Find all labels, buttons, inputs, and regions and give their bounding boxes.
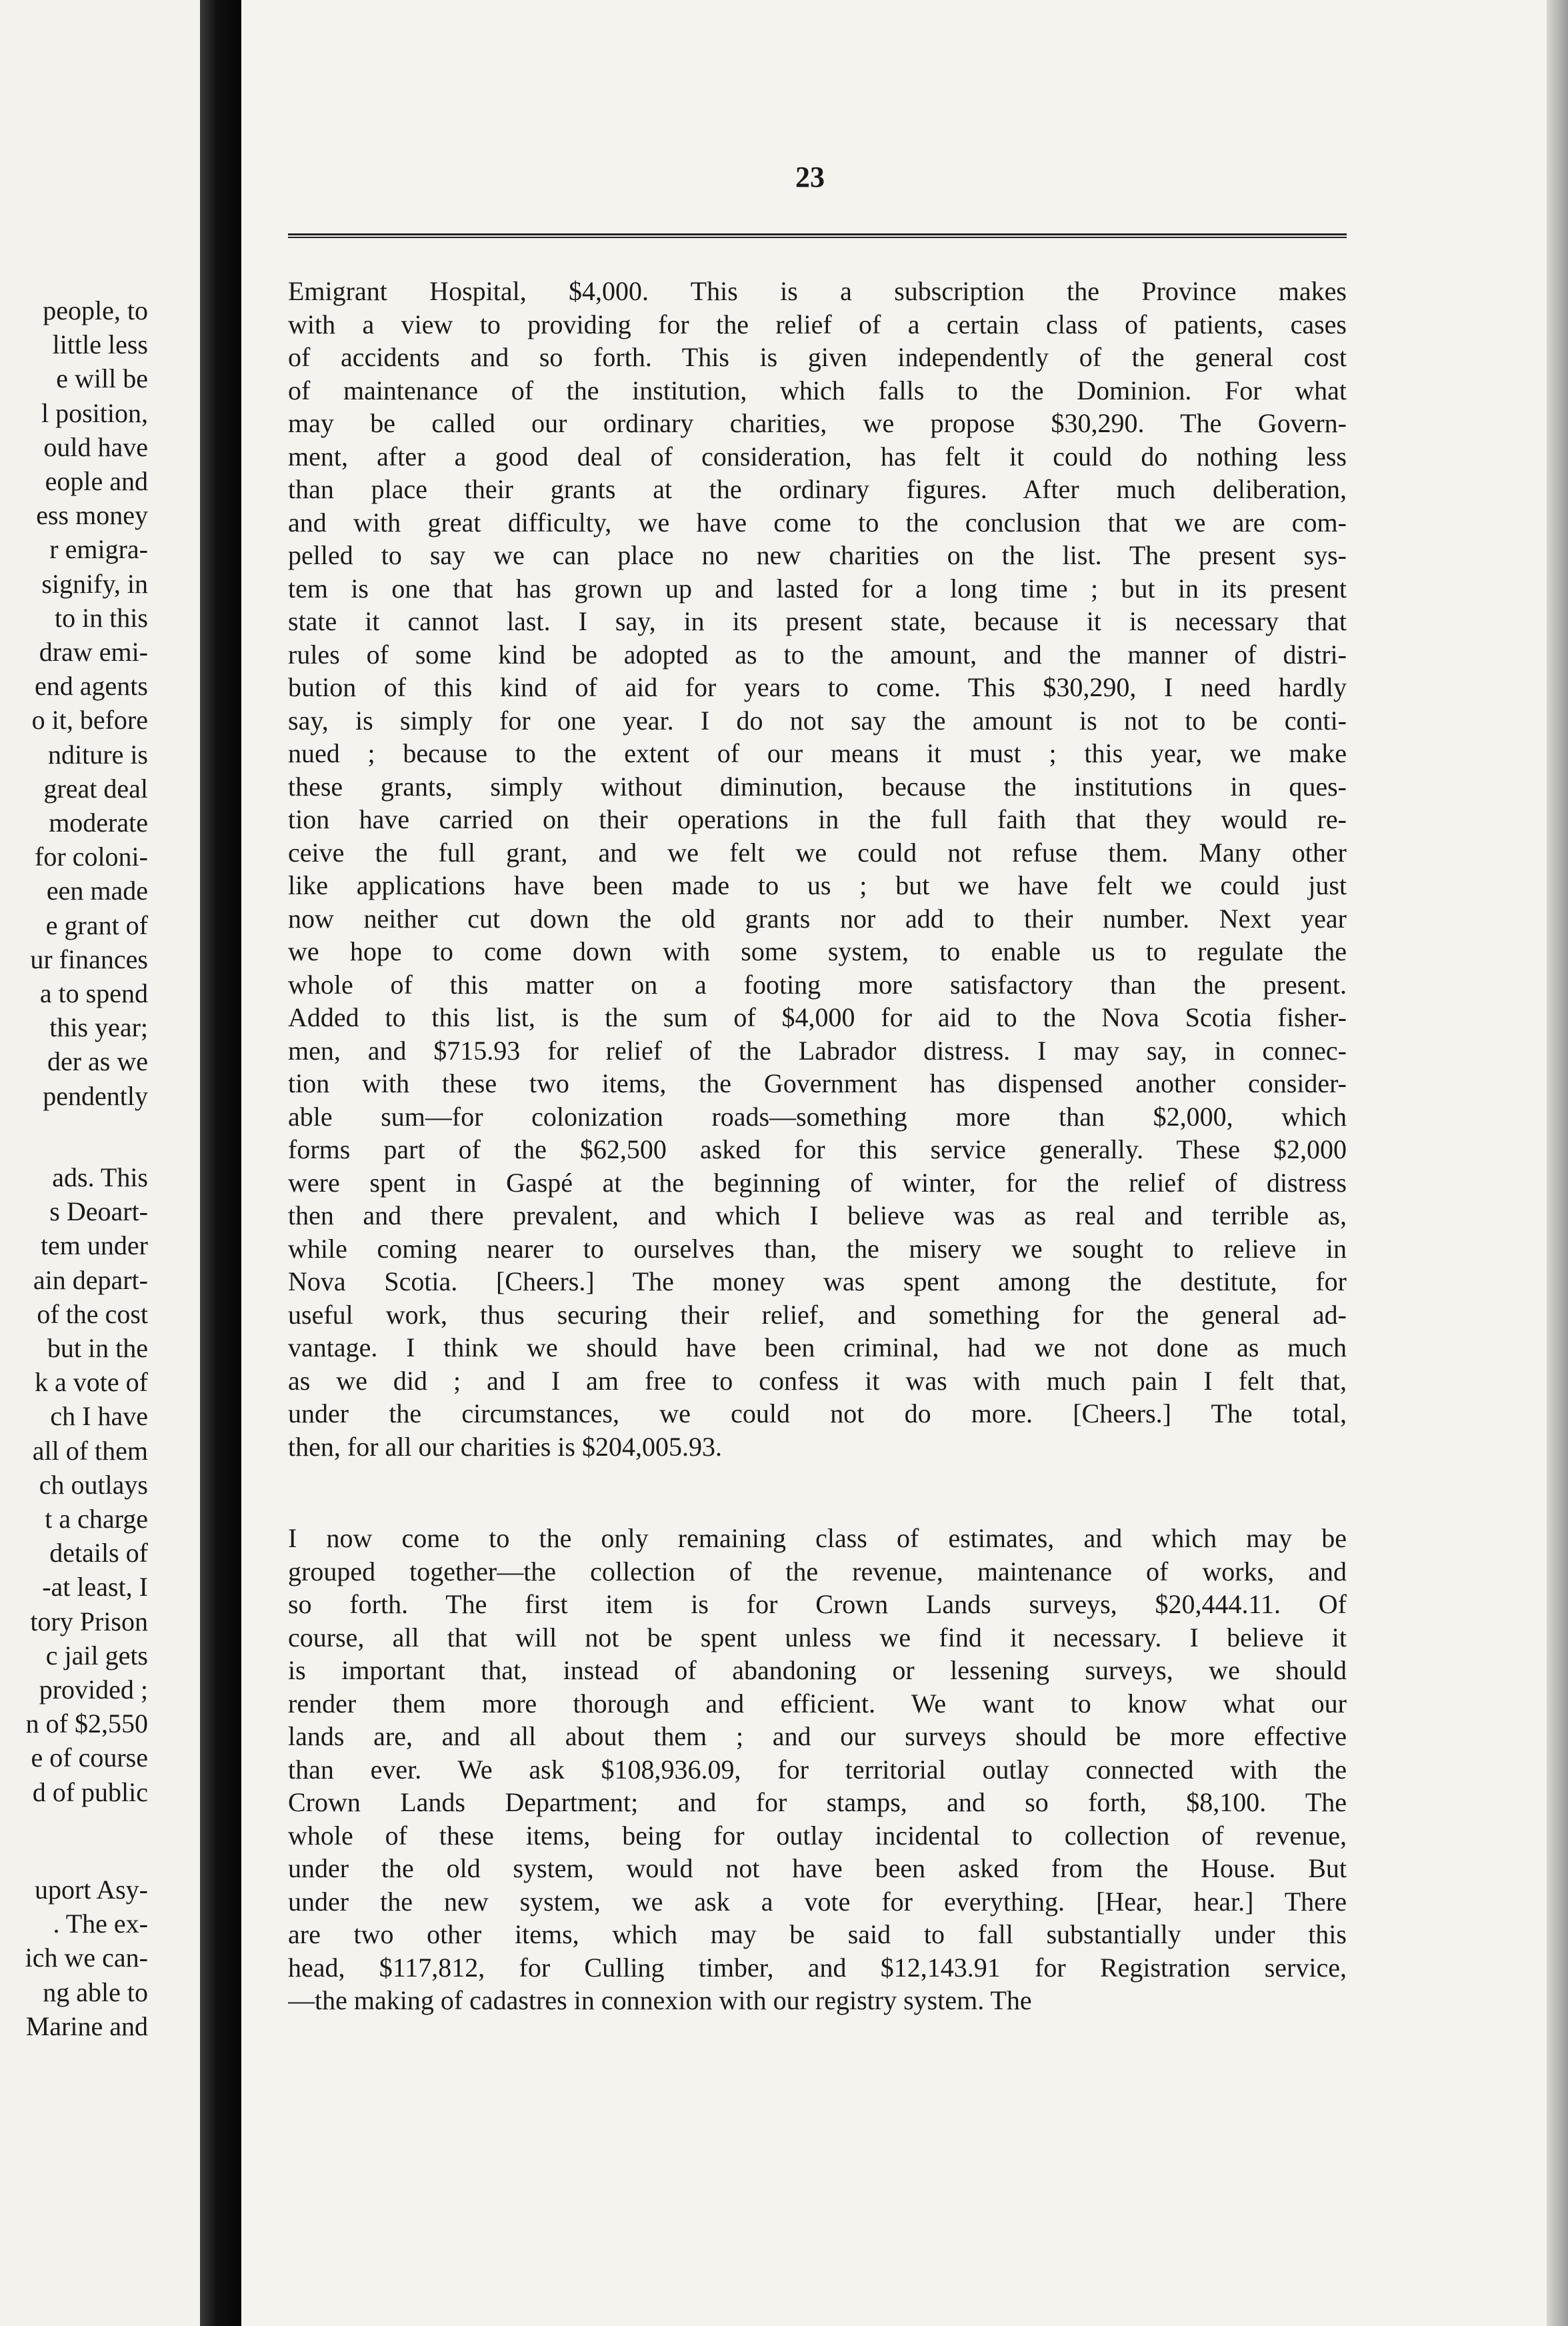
facing-page-line: signify, in	[41, 568, 148, 599]
text-line: tem is one that has grown up and lasted for a long time ; but in its present	[288, 573, 1347, 604]
facing-page-line: ain depart-	[33, 1264, 148, 1295]
text-line: with a view to providing for the relief of a certain class of patients, cases	[288, 309, 1347, 339]
text-line: tion have carried on their operations in the full faith that they would re-	[288, 804, 1347, 834]
text-line: course, all that will not be spent unless we find it necessary. I believe it	[288, 1622, 1347, 1652]
text-line: than ever. We ask $108,936.09, for territorial outlay connected with the	[288, 1754, 1347, 1785]
text-line: is important that, instead of abandoning or lessening surveys, we should	[288, 1655, 1347, 1685]
facing-page-line: nditure is	[48, 739, 148, 770]
text-line: lands are, and all about them ; and our surveys should be more effective	[288, 1721, 1347, 1751]
facing-page-line: a to spend	[39, 978, 148, 1009]
text-line: say, is simply for one year. I do not say the amount is not to be conti-	[288, 705, 1347, 736]
facing-page-line: tem under	[40, 1230, 148, 1261]
text-line: Nova Scotia. [Cheers.] The money was spent among the destitute, for	[288, 1266, 1347, 1296]
facing-page-line: ess money	[36, 500, 148, 531]
page-edge	[1547, 0, 1568, 2326]
text-line: are two other items, which may be said to fall substantially under this	[288, 1919, 1347, 1949]
text-line: rules of some kind be adopted as to the amount, and the manner of distri-	[288, 639, 1347, 670]
text-line: whole of this matter on a footing more satisfactory than the present.	[288, 969, 1347, 1000]
facing-page-text-block-2	[0, 1160, 148, 1809]
text-line: of accidents and so forth. This is given independently of the general cost	[288, 342, 1347, 372]
text-line: useful work, thus securing their relief, and something for the general ad-	[288, 1299, 1347, 1330]
facing-page-line: ch I have	[50, 1401, 148, 1432]
facing-page-line: o it, before	[31, 705, 148, 736]
book-gutter	[200, 0, 241, 2326]
facing-page-line: to in this	[54, 602, 148, 633]
facing-page-line: ng able to	[43, 1977, 148, 2007]
text-line: under the circumstances, we could not do more. [Cheers.] The total,	[288, 1398, 1347, 1428]
facing-page-fragment	[0, 0, 200, 2326]
text-line: Added to this list, is the sum of $4,000 for aid to the Nova Scotia fisher-	[288, 1002, 1347, 1032]
facing-page-line: little less	[52, 329, 148, 360]
facing-page-line: ads. This	[52, 1162, 148, 1192]
text-line: than place their grants at the ordinary figures. After much deliberation,	[288, 474, 1347, 504]
facing-page-line: ould have	[43, 431, 148, 462]
header-rule	[288, 233, 1347, 238]
text-line: whole of these items, being for outlay incidental to collection of revenue,	[288, 1820, 1347, 1851]
facing-page-line: great deal	[43, 773, 148, 804]
facing-page-line: draw emi-	[39, 637, 148, 668]
text-line: ceive the full grant, and we felt we could not refuse them. Many other	[288, 837, 1347, 868]
text-line: Emigrant Hospital, $4,000. This is a subscription the Province makes	[288, 276, 1347, 306]
facing-page-line: -at least, I	[42, 1572, 148, 1602]
text-line: tion with these two items, the Government has dispensed another consider-	[288, 1068, 1347, 1098]
text-line: as we did ; and I am free to confess it was with much pain I felt that,	[288, 1365, 1347, 1396]
text-line: vantage. I think we should have been criminal, had we not done as much	[288, 1332, 1347, 1362]
facing-page-line: pendently	[43, 1080, 148, 1111]
text-line: and with great difficulty, we have come to the conclusion that we are com-	[288, 507, 1347, 537]
text-line: —the making of cadastres in connexion with our registry system. The	[288, 1985, 1032, 2015]
text-line: may be called our ordinary charities, we propose $30,290. The Govern-	[288, 408, 1347, 438]
text-line: then and there prevalent, and which I believe was as real and terrible as,	[288, 1200, 1347, 1230]
facing-page-line: for coloni-	[35, 842, 148, 872]
facing-page-line: tory Prison	[30, 1606, 148, 1636]
facing-page-line: this year;	[49, 1012, 148, 1043]
facing-page-line: uport Asy-	[35, 1875, 148, 1905]
facing-page-line: Marine and	[25, 2011, 148, 2041]
facing-page-line: d of public	[32, 1777, 148, 1807]
facing-page-line: r emigra-	[49, 534, 148, 565]
facing-page-line: end agents	[35, 671, 148, 702]
text-line: while coming nearer to ourselves than, the misery we sought to relieve in	[288, 1233, 1347, 1264]
facing-page-line: een made	[46, 876, 148, 906]
text-line: bution of this kind of aid for years to come. This $30,290, I need hardly	[288, 672, 1347, 702]
facing-page-line: e grant of	[45, 910, 148, 940]
text-line: pelled to say we can place no new charities on the list. The present sys-	[288, 540, 1347, 570]
facing-page-line: l position,	[41, 397, 148, 428]
text-line: state it cannot last. I say, in its present state, because it is necessary that	[288, 606, 1347, 636]
facing-page-text-block-3	[0, 1873, 148, 2043]
facing-page-line: all of them	[32, 1435, 148, 1466]
facing-page-line: e will be	[56, 363, 148, 394]
facing-page-line: . The ex-	[53, 1909, 148, 1939]
text-line: we hope to come down with some system, to enable us to regulate the	[288, 936, 1347, 966]
text-line: render them more thorough and efficient. We want to know what our	[288, 1688, 1347, 1718]
facing-page-line: der as we	[47, 1046, 148, 1077]
text-line: men, and $715.93 for relief of the Labrador distress. I may say, in connec-	[288, 1035, 1347, 1066]
text-line: head, $117,812, for Culling timber, and $12,143.91 for Registration service,	[288, 1952, 1347, 1983]
text-line: were spent in Gaspé at the beginning of winter, for the relief of distress	[288, 1167, 1347, 1198]
facing-page-line: moderate	[49, 808, 148, 838]
facing-page-text-block-1	[0, 293, 148, 1113]
text-line: these grants, simply without diminution, because the institutions in ques-	[288, 771, 1347, 802]
text-line: ment, after a good deal of consideration, has felt it could do nothing less	[288, 441, 1347, 471]
facing-page-line: s Deoart-	[49, 1196, 148, 1227]
facing-page-line: ur finances	[30, 944, 148, 974]
facing-page-line: people, to	[43, 295, 148, 325]
text-line: I now come to the only remaining class of estimates, and which may be	[288, 1523, 1347, 1553]
body-paragraph-2	[288, 1522, 1347, 2017]
text-line: grouped together—the collection of the revenue, maintenance of works, and	[288, 1556, 1347, 1586]
facing-page-line: ich we can-	[25, 1943, 148, 1973]
facing-page-line: provided ;	[39, 1674, 148, 1705]
text-line: so forth. The first item is for Crown Lands surveys, $20,444.11. Of	[288, 1589, 1347, 1619]
text-line: now neither cut down the old grants nor add to their number. Next year	[288, 903, 1347, 934]
facing-page-line: eople and	[45, 466, 148, 497]
facing-page-line: of the cost	[37, 1298, 148, 1329]
text-line: like applications have been made to us ; but we have felt we could just	[288, 870, 1347, 900]
facing-page-line: n of $2,550	[25, 1708, 148, 1739]
facing-page-line: e of course	[31, 1742, 148, 1773]
text-line: under the new system, we ask a vote for everything. [Hear, hear.] There	[288, 1886, 1347, 1917]
text-line: then, for all our charities is $204,005.93.	[288, 1431, 722, 1462]
text-line: forms part of the $62,500 asked for this service generally. These $2,000	[288, 1134, 1347, 1164]
facing-page-line: ch outlays	[39, 1469, 148, 1500]
facing-page-line: but in the	[47, 1333, 148, 1364]
text-line: nued ; because to the extent of our means it must ; this year, we make	[288, 738, 1347, 768]
text-line: of maintenance of the institution, which falls to the Dominion. For what	[288, 375, 1347, 405]
facing-page-line: details of	[49, 1538, 148, 1568]
text-line: Crown Lands Department; and for stamps, and so forth, $8,100. The	[288, 1787, 1347, 1817]
text-line: under the old system, would not have been asked from the House. But	[288, 1853, 1347, 1883]
facing-page-line: k a vote of	[35, 1367, 148, 1398]
facing-page-line: c jail gets	[45, 1640, 148, 1670]
facing-page-line: t a charge	[45, 1504, 148, 1534]
page-number: 23	[795, 161, 825, 193]
text-line: able sum—for colonization roads—something more than $2,000, which	[288, 1101, 1347, 1132]
body-paragraph-1	[288, 275, 1347, 1463]
